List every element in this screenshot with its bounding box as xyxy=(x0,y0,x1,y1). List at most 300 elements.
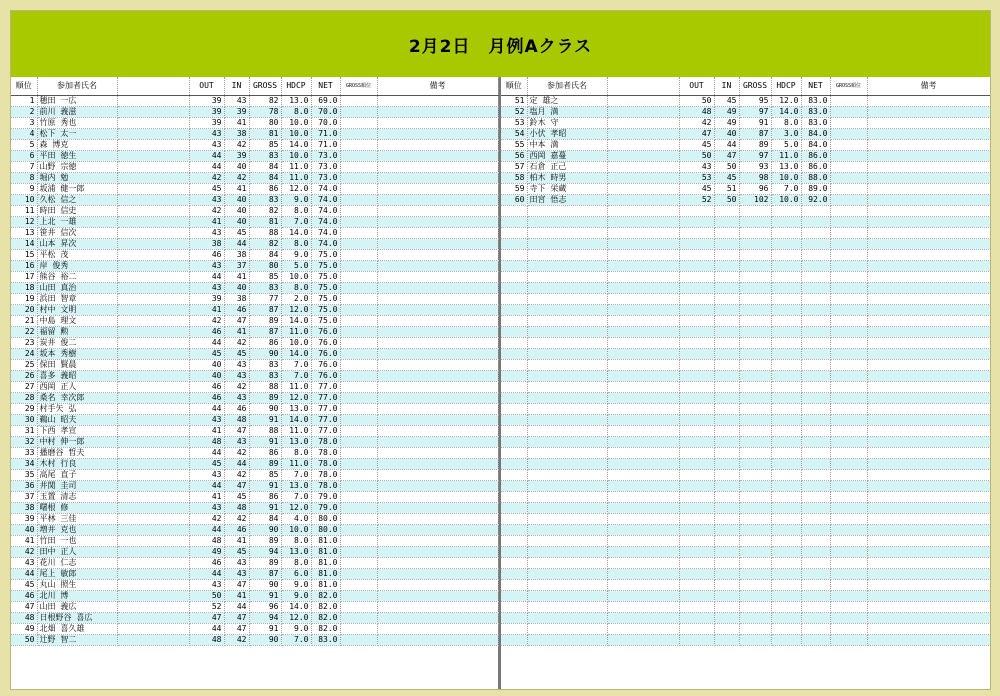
net-cell: 78.0 xyxy=(311,481,340,492)
table-row xyxy=(501,415,990,426)
net-cell xyxy=(801,580,830,591)
rank-cell: 42 xyxy=(11,547,37,558)
out-cell xyxy=(679,448,714,459)
rank-cell: 4 xyxy=(11,129,37,140)
gross-rank-cell xyxy=(830,437,867,448)
hdcp-cell xyxy=(771,569,801,580)
rank-cell: 27 xyxy=(11,382,37,393)
hdcp-cell: 11.0 xyxy=(771,151,801,162)
remarks-cell xyxy=(867,536,990,547)
hdcp-cell: 7.0 xyxy=(281,371,311,382)
blank-cell xyxy=(117,228,189,239)
name-cell: 森 博克 xyxy=(37,140,117,151)
net-cell: 82.0 xyxy=(311,613,340,624)
gross-cell: 83 xyxy=(249,360,281,371)
gross-rank-cell xyxy=(340,151,377,162)
table-row xyxy=(501,635,990,646)
in-header: IN xyxy=(714,77,739,96)
blank-cell xyxy=(117,580,189,591)
gross-rank-cell xyxy=(340,261,377,272)
gross-cell xyxy=(739,503,771,514)
remarks-cell xyxy=(377,437,498,448)
gross-rank-cell xyxy=(340,107,377,118)
gross-rank-cell xyxy=(340,404,377,415)
hdcp-cell: 14.0 xyxy=(771,107,801,118)
rank-cell: 23 xyxy=(11,338,37,349)
gross-cell: 82 xyxy=(249,96,281,107)
out-cell: 43 xyxy=(189,580,224,591)
name-cell xyxy=(527,569,607,580)
gross-cell: 90 xyxy=(249,525,281,536)
gross-cell xyxy=(739,305,771,316)
name-cell: 尾上 敏郎 xyxy=(37,569,117,580)
remarks-cell xyxy=(867,459,990,470)
blank-cell xyxy=(607,547,679,558)
remarks-cell xyxy=(377,96,498,107)
gross-rank-cell xyxy=(830,96,867,107)
results-tables xyxy=(11,77,990,689)
gross-rank-cell xyxy=(830,404,867,415)
in-cell: 47 xyxy=(224,613,249,624)
net-cell xyxy=(801,261,830,272)
name-cell: 竹原 秀也 xyxy=(37,118,117,129)
gross-cell: 90 xyxy=(249,635,281,646)
remarks-cell xyxy=(377,525,498,536)
rank-cell: 22 xyxy=(11,327,37,338)
out-cell xyxy=(679,228,714,239)
rank-cell xyxy=(501,272,527,283)
table-row xyxy=(11,624,498,635)
net-cell xyxy=(801,272,830,283)
hdcp-cell xyxy=(771,261,801,272)
remarks-cell xyxy=(867,470,990,481)
blank-cell xyxy=(607,404,679,415)
hdcp-cell: 9.0 xyxy=(281,250,311,261)
blank-cell xyxy=(607,173,679,184)
out-cell: 40 xyxy=(189,371,224,382)
in-cell: 40 xyxy=(224,162,249,173)
remarks-cell xyxy=(377,558,498,569)
out-cell xyxy=(679,602,714,613)
net-cell: 77.0 xyxy=(311,426,340,437)
hdcp-cell: 9.0 xyxy=(281,591,311,602)
remarks-cell xyxy=(867,327,990,338)
rank-cell xyxy=(501,602,527,613)
hdcp-cell: 4.0 xyxy=(281,514,311,525)
name-cell: 平松 茂 xyxy=(37,250,117,261)
remarks-cell xyxy=(377,492,498,503)
blank-cell xyxy=(117,624,189,635)
table-row xyxy=(501,162,990,173)
table-row xyxy=(501,624,990,635)
remarks-cell xyxy=(867,173,990,184)
out-cell xyxy=(679,305,714,316)
name-cell xyxy=(527,437,607,448)
name-cell: 木村 行良 xyxy=(37,459,117,470)
net-cell xyxy=(801,316,830,327)
gross-rank-cell xyxy=(340,492,377,503)
gross-cell: 91 xyxy=(739,118,771,129)
name-cell xyxy=(527,448,607,459)
in-cell xyxy=(714,283,739,294)
gross-rank-cell xyxy=(340,283,377,294)
out-cell: 39 xyxy=(189,118,224,129)
net-cell: 89.0 xyxy=(801,184,830,195)
net-cell xyxy=(801,481,830,492)
gross-rank-cell xyxy=(830,173,867,184)
hdcp-cell xyxy=(771,338,801,349)
gross-cell xyxy=(739,448,771,459)
name-cell xyxy=(527,591,607,602)
gross-rank-cell xyxy=(830,239,867,250)
name-cell xyxy=(527,459,607,470)
gross-cell xyxy=(739,360,771,371)
header-row xyxy=(11,77,498,96)
hdcp-cell: 14.0 xyxy=(281,602,311,613)
net-cell: 75.0 xyxy=(311,316,340,327)
rank-cell xyxy=(501,228,527,239)
hdcp-cell xyxy=(771,404,801,415)
rank-cell: 18 xyxy=(11,283,37,294)
net-cell xyxy=(801,459,830,470)
remarks-cell xyxy=(377,261,498,272)
table-row xyxy=(501,316,990,327)
gross-rank-cell xyxy=(340,272,377,283)
blank-cell xyxy=(117,327,189,338)
name-cell: 上北 一雄 xyxy=(37,217,117,228)
table-row xyxy=(501,558,990,569)
gross-cell: 91 xyxy=(249,415,281,426)
in-cell xyxy=(714,206,739,217)
hdcp-cell: 10.0 xyxy=(281,272,311,283)
in-cell: 42 xyxy=(224,635,249,646)
rank-cell: 33 xyxy=(11,448,37,459)
net-cell: 77.0 xyxy=(311,393,340,404)
in-cell xyxy=(714,393,739,404)
net-cell: 70.0 xyxy=(311,107,340,118)
out-cell: 50 xyxy=(189,591,224,602)
out-cell xyxy=(679,217,714,228)
blank-cell xyxy=(607,591,679,602)
gross-cell: 96 xyxy=(739,184,771,195)
remarks-cell xyxy=(867,195,990,206)
header-row xyxy=(501,77,990,96)
hdcp-cell: 10.0 xyxy=(771,195,801,206)
out-cell: 41 xyxy=(189,305,224,316)
net-cell: 74.0 xyxy=(311,195,340,206)
gross-rank-cell xyxy=(830,162,867,173)
name-cell: 坂浦 健一郎 xyxy=(37,184,117,195)
in-cell: 47 xyxy=(224,316,249,327)
gross-rank-cell xyxy=(830,327,867,338)
remarks-cell xyxy=(867,382,990,393)
gross-cell: 86 xyxy=(249,492,281,503)
table-row xyxy=(11,338,498,349)
gross-rank-cell xyxy=(340,602,377,613)
hdcp-cell xyxy=(771,206,801,217)
name-cell: 増井 克也 xyxy=(37,525,117,536)
name-cell: 西岡 嘉蔓 xyxy=(527,151,607,162)
rank-cell: 53 xyxy=(501,118,527,129)
out-cell: 44 xyxy=(189,448,224,459)
name-cell: 寺下 栄蔵 xyxy=(527,184,607,195)
hdcp-header: HDCP xyxy=(281,77,311,96)
hdcp-cell: 13.0 xyxy=(281,481,311,492)
name-cell xyxy=(527,360,607,371)
net-cell: 81.0 xyxy=(311,547,340,558)
table-row xyxy=(11,349,498,360)
name-cell xyxy=(527,635,607,646)
name-cell: 北畑 喜久雄 xyxy=(37,624,117,635)
out-cell xyxy=(679,360,714,371)
gross-rank-cell xyxy=(830,481,867,492)
table-row xyxy=(501,250,990,261)
out-cell xyxy=(679,382,714,393)
net-cell: 75.0 xyxy=(311,261,340,272)
out-cell xyxy=(679,613,714,624)
out-cell xyxy=(679,514,714,525)
remarks-cell xyxy=(377,371,498,382)
out-cell xyxy=(679,580,714,591)
out-cell xyxy=(679,261,714,272)
name-cell: 松下 太一 xyxy=(37,129,117,140)
gross-rank-cell xyxy=(340,536,377,547)
table-row xyxy=(11,261,498,272)
remarks-cell xyxy=(867,316,990,327)
gross-rank-cell xyxy=(830,118,867,129)
rank-cell: 36 xyxy=(11,481,37,492)
remarks-cell xyxy=(867,305,990,316)
blank-cell xyxy=(117,536,189,547)
out-cell: 44 xyxy=(189,272,224,283)
gross-cell: 86 xyxy=(249,448,281,459)
name-cell: 山田 真治 xyxy=(37,283,117,294)
remarks-cell xyxy=(377,635,498,646)
hdcp-cell xyxy=(771,492,801,503)
net-cell: 92.0 xyxy=(801,195,830,206)
hdcp-cell xyxy=(771,525,801,536)
net-cell: 76.0 xyxy=(311,360,340,371)
rank-cell: 19 xyxy=(11,294,37,305)
out-cell xyxy=(679,371,714,382)
hdcp-cell: 8.0 xyxy=(281,206,311,217)
table-row xyxy=(11,371,498,382)
table-row xyxy=(501,503,990,514)
hdcp-cell xyxy=(771,415,801,426)
rank-cell: 20 xyxy=(11,305,37,316)
net-cell xyxy=(801,558,830,569)
blank-cell xyxy=(117,118,189,129)
rank-cell: 9 xyxy=(11,184,37,195)
net-cell: 83.0 xyxy=(801,107,830,118)
table-row xyxy=(11,151,498,162)
remarks-cell xyxy=(377,580,498,591)
remarks-cell xyxy=(867,206,990,217)
gross-cell: 86 xyxy=(249,338,281,349)
remarks-cell xyxy=(867,514,990,525)
name-cell: 時田 信史 xyxy=(37,206,117,217)
in-cell xyxy=(714,228,739,239)
remarks-cell xyxy=(377,217,498,228)
remarks-cell xyxy=(377,591,498,602)
blank-cell xyxy=(607,426,679,437)
name-cell xyxy=(527,305,607,316)
hdcp-cell xyxy=(771,316,801,327)
gross-cell: 91 xyxy=(249,437,281,448)
net-cell xyxy=(801,338,830,349)
gross-cell: 83 xyxy=(249,195,281,206)
table-row xyxy=(11,393,498,404)
gross-rank-cell xyxy=(340,206,377,217)
rank-cell xyxy=(501,393,527,404)
hdcp-cell xyxy=(771,371,801,382)
in-cell xyxy=(714,492,739,503)
in-cell xyxy=(714,261,739,272)
remarks-cell xyxy=(377,470,498,481)
name-cell: 炭井 俊二 xyxy=(37,338,117,349)
gross-cell: 86 xyxy=(249,184,281,195)
in-header: IN xyxy=(224,77,249,96)
blank-cell xyxy=(117,525,189,536)
gross-cell: 83 xyxy=(249,283,281,294)
gross-rank-cell xyxy=(830,371,867,382)
blank-cell xyxy=(117,415,189,426)
blank-cell xyxy=(607,602,679,613)
blank-cell xyxy=(607,272,679,283)
remarks-cell xyxy=(867,140,990,151)
name-cell: 田宮 悟志 xyxy=(527,195,607,206)
name-cell: 竹田 一也 xyxy=(37,536,117,547)
rank-cell: 8 xyxy=(11,173,37,184)
hdcp-cell xyxy=(771,536,801,547)
in-cell xyxy=(714,525,739,536)
net-cell: 74.0 xyxy=(311,184,340,195)
hdcp-cell: 12.0 xyxy=(281,503,311,514)
table-row xyxy=(11,569,498,580)
left-results-panel xyxy=(11,77,501,689)
rank-cell: 12 xyxy=(11,217,37,228)
net-cell: 76.0 xyxy=(311,349,340,360)
table-row xyxy=(11,492,498,503)
rank-cell xyxy=(501,305,527,316)
net-cell: 74.0 xyxy=(311,228,340,239)
blank-cell xyxy=(117,470,189,481)
gross-rank-cell xyxy=(340,316,377,327)
remarks-cell xyxy=(377,283,498,294)
remarks-cell xyxy=(867,239,990,250)
hdcp-header: HDCP xyxy=(771,77,801,96)
rank-cell: 17 xyxy=(11,272,37,283)
rank-cell: 48 xyxy=(11,613,37,624)
gross-cell xyxy=(739,228,771,239)
in-cell xyxy=(714,602,739,613)
hdcp-cell xyxy=(771,272,801,283)
net-cell: 78.0 xyxy=(311,459,340,470)
blank-cell xyxy=(117,635,189,646)
table-row xyxy=(11,547,498,558)
rank-cell xyxy=(501,239,527,250)
table-row xyxy=(501,327,990,338)
blank-cell xyxy=(607,283,679,294)
gross-cell: 85 xyxy=(249,272,281,283)
remarks-cell xyxy=(867,96,990,107)
net-cell: 74.0 xyxy=(311,239,340,250)
out-cell xyxy=(679,503,714,514)
net-cell xyxy=(801,591,830,602)
gross-rank-cell xyxy=(830,305,867,316)
out-cell: 50 xyxy=(679,96,714,107)
name-cell: 山野 宗徳 xyxy=(37,162,117,173)
net-cell: 76.0 xyxy=(311,338,340,349)
out-cell xyxy=(679,272,714,283)
in-cell: 41 xyxy=(224,272,249,283)
name-cell: 玉置 清志 xyxy=(37,492,117,503)
remarks-cell xyxy=(867,272,990,283)
blank-cell xyxy=(117,349,189,360)
remarks-cell xyxy=(377,151,498,162)
hdcp-cell: 14.0 xyxy=(281,228,311,239)
out-cell: 45 xyxy=(189,184,224,195)
hdcp-cell xyxy=(771,459,801,470)
remarks-cell xyxy=(867,569,990,580)
gross-cell xyxy=(739,569,771,580)
table-row xyxy=(11,382,498,393)
out-cell: 44 xyxy=(189,624,224,635)
gross-rank-cell xyxy=(340,305,377,316)
out-cell xyxy=(679,404,714,415)
name-cell xyxy=(527,272,607,283)
out-cell: 43 xyxy=(189,261,224,272)
blank-cell xyxy=(117,481,189,492)
gross-rank-cell xyxy=(340,448,377,459)
hdcp-cell xyxy=(771,217,801,228)
gross-cell: 87 xyxy=(249,305,281,316)
in-cell xyxy=(714,415,739,426)
hdcp-cell: 10.0 xyxy=(281,151,311,162)
rank-cell: 59 xyxy=(501,184,527,195)
table-row xyxy=(11,107,498,118)
in-cell xyxy=(714,580,739,591)
rank-cell: 24 xyxy=(11,349,37,360)
in-cell xyxy=(714,371,739,382)
hdcp-cell: 11.0 xyxy=(281,173,311,184)
table-row xyxy=(501,437,990,448)
net-cell: 82.0 xyxy=(311,602,340,613)
out-cell xyxy=(679,415,714,426)
table-row xyxy=(11,360,498,371)
gross-cell: 91 xyxy=(249,503,281,514)
rank-cell xyxy=(501,503,527,514)
blank-cell xyxy=(607,580,679,591)
gross-rank-cell xyxy=(830,558,867,569)
name-cell: 塩月 満 xyxy=(527,107,607,118)
blank-cell xyxy=(117,184,189,195)
in-cell: 43 xyxy=(224,393,249,404)
gross-rank-cell xyxy=(830,184,867,195)
in-cell xyxy=(714,503,739,514)
gross-rank-cell xyxy=(340,228,377,239)
remarks-cell xyxy=(377,503,498,514)
out-cell: 44 xyxy=(189,525,224,536)
out-cell: 43 xyxy=(189,503,224,514)
blank-cell xyxy=(607,448,679,459)
rank-cell xyxy=(501,426,527,437)
name-cell xyxy=(527,481,607,492)
gross-cell: 81 xyxy=(249,217,281,228)
out-cell: 44 xyxy=(189,162,224,173)
rank-cell: 15 xyxy=(11,250,37,261)
blank-cell xyxy=(117,305,189,316)
